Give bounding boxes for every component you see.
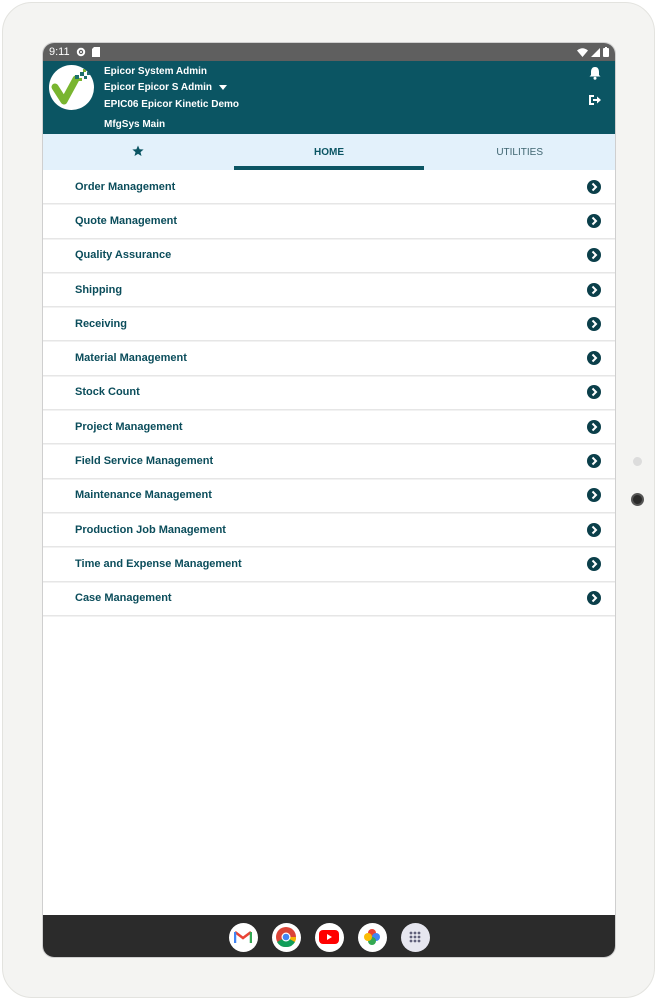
menu-item-project-management[interactable] (43, 410, 615, 444)
tab-home[interactable]: HOME (234, 134, 425, 170)
menu-item-label: Shipping (75, 283, 123, 296)
status-time: 9:11 (49, 46, 70, 58)
tab-utilities[interactable]: UTILITIES (496, 146, 544, 158)
menu-item-label: Order Management (75, 180, 176, 193)
chevron-right-circle-icon (587, 214, 601, 228)
menu-list (43, 170, 615, 616)
tab-favorites[interactable] (43, 134, 234, 170)
chevron-right-circle-icon (587, 488, 601, 502)
sd-card-icon (92, 47, 100, 57)
menu-item-label: Receiving (75, 317, 127, 330)
chevron-right-circle-icon (587, 523, 601, 537)
chevron-right-circle-icon (587, 248, 601, 262)
chevron-right-circle-icon (587, 385, 601, 399)
gmail-icon[interactable] (229, 923, 258, 952)
chevron-right-circle-icon (587, 283, 601, 297)
app-drawer-icon[interactable] (401, 923, 430, 952)
chevron-right-circle-icon (587, 351, 601, 365)
status-bar (43, 43, 615, 61)
menu-item-label: Stock Count (75, 386, 140, 399)
menu-item-label: Quality Assurance (75, 249, 172, 262)
menu-item-label: Maintenance Management (75, 489, 212, 502)
screen (42, 42, 616, 958)
menu-item-label: Production Job Management (75, 523, 226, 536)
site-name: MfgSys Main (104, 119, 166, 130)
menu-item-field-service-management[interactable] (43, 444, 615, 478)
menu-item-production-job-management[interactable] (43, 513, 615, 547)
menu-item-quote-management[interactable] (43, 204, 615, 238)
battery-icon (603, 47, 609, 57)
camera-lens (631, 493, 644, 506)
menu-item-label: Project Management (75, 420, 183, 433)
menu-item-label: Material Management (75, 352, 187, 365)
menu-item-receiving[interactable] (43, 307, 615, 341)
menu-item-label: Case Management (75, 592, 172, 605)
signal-icon (591, 48, 600, 57)
chevron-right-circle-icon (587, 420, 601, 434)
epicor-logo (49, 65, 94, 110)
tab-bar (43, 134, 615, 170)
android-dock (43, 915, 615, 958)
sign-out-icon[interactable] (588, 93, 602, 107)
settings-gear-icon (76, 47, 86, 57)
menu-item-shipping[interactable] (43, 273, 615, 307)
menu-item-order-management[interactable] (43, 170, 615, 204)
caret-down-icon (219, 82, 227, 93)
user-name: Epicor System Admin (104, 66, 207, 77)
notifications-bell-icon[interactable] (588, 66, 602, 80)
menu-item-stock-count[interactable] (43, 376, 615, 410)
menu-item-time-and-expense-management[interactable] (43, 547, 615, 581)
menu-item-quality-assurance[interactable] (43, 239, 615, 273)
menu-item-label: Field Service Management (75, 455, 214, 468)
chevron-right-circle-icon (587, 454, 601, 468)
menu-item-label: Quote Management (75, 214, 178, 227)
sensor-dot (633, 457, 642, 466)
wifi-icon (577, 48, 588, 57)
menu-item-material-management[interactable] (43, 341, 615, 375)
star-icon (132, 145, 144, 160)
app-header (43, 61, 615, 134)
youtube-icon[interactable] (315, 923, 344, 952)
chevron-right-circle-icon (587, 591, 601, 605)
environment-name: EPIC06 Epicor Kinetic Demo (104, 99, 240, 110)
company-selector[interactable] (104, 82, 227, 93)
menu-item-maintenance-management[interactable] (43, 479, 615, 513)
chrome-icon[interactable] (272, 923, 301, 952)
company-name: Epicor Epicor S Admin (104, 82, 212, 93)
menu-item-case-management[interactable] (43, 582, 615, 616)
menu-item-label: Time and Expense Management (75, 557, 242, 570)
photos-icon[interactable] (358, 923, 387, 952)
chevron-right-circle-icon (587, 317, 601, 331)
chevron-right-circle-icon (587, 557, 601, 571)
chevron-right-circle-icon (587, 180, 601, 194)
